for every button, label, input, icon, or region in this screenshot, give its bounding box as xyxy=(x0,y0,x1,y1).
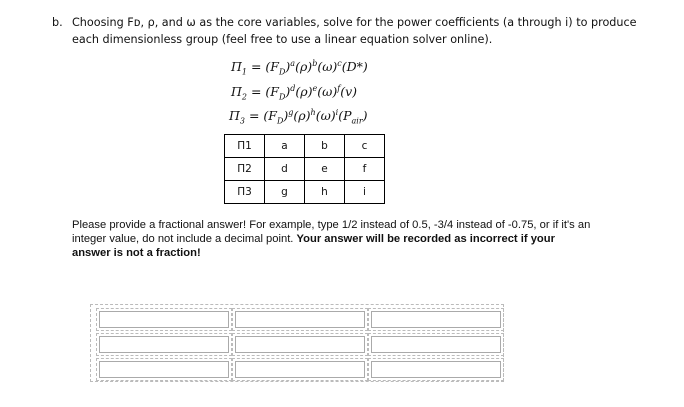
question-label: b. xyxy=(52,16,63,29)
table-cell: b xyxy=(305,135,345,158)
answer-cell xyxy=(368,333,504,356)
equation-pi1: $\Pi_1 = (F_D)^a(\rho)^b(\omega)^c(D*)$ xyxy=(231,59,368,77)
answer-cell xyxy=(368,308,504,331)
table-cell: c xyxy=(345,135,385,158)
answer-cell xyxy=(96,358,232,381)
instructions xyxy=(72,218,592,260)
answer-input-r2c3[interactable] xyxy=(371,336,501,353)
answer-input-r1c1[interactable] xyxy=(99,311,229,328)
answer-cell xyxy=(232,308,368,331)
question-text: Choosing Fᴅ, ρ, and ω as the core variables, solve for the power coefficients (a through i) to produce each dimensionless group (feel free to use a linear equation solver online). xyxy=(72,16,637,46)
answer-input-r2c1[interactable] xyxy=(99,336,229,353)
table-row xyxy=(225,135,385,158)
answer-cell xyxy=(232,333,368,356)
table-cell: d xyxy=(265,158,305,181)
answer-cell xyxy=(232,358,368,381)
answer-input-r3c1[interactable] xyxy=(99,361,229,378)
table-cell: g xyxy=(265,181,305,204)
answer-input-r3c2[interactable] xyxy=(235,361,365,378)
answer-grid xyxy=(90,304,504,382)
table-cell: f xyxy=(345,158,385,181)
table-cell: i xyxy=(345,181,385,204)
instructions-warning: Your answer will be recorded as incorrect if your answer is not a fraction! xyxy=(72,233,555,259)
answer-input-r1c2[interactable] xyxy=(235,311,365,328)
answer-input-r3c3[interactable] xyxy=(371,361,501,378)
table-cell: a xyxy=(265,135,305,158)
answer-cell xyxy=(96,333,232,356)
answer-cell xyxy=(368,358,504,381)
equation-pi3: $\Pi_3 = (F_D)^g(\rho)^h(\omega)^i(P_{air})$ xyxy=(229,108,368,126)
table-cell: Π1 xyxy=(225,135,265,158)
question xyxy=(52,14,652,48)
table-cell: Π2 xyxy=(225,158,265,181)
table-row xyxy=(225,158,385,181)
table-cell: Π3 xyxy=(225,181,265,204)
coefficient-table xyxy=(224,134,385,204)
table-row xyxy=(225,181,385,204)
answer-input-r2c2[interactable] xyxy=(235,336,365,353)
answer-input-r1c3[interactable] xyxy=(371,311,501,328)
equation-pi2: $\Pi_2 = (F_D)^d(\rho)^e(\omega)^f(v)$ xyxy=(231,84,358,102)
instructions-text: Please provide a fractional answer! For example, type 1/2 instead of 0.5, -3/4 instead of -0.75, or if it's an integer value, do not include a decimal point. xyxy=(72,219,591,245)
table-cell: e xyxy=(305,158,345,181)
answer-cell xyxy=(96,308,232,331)
table-cell: h xyxy=(305,181,345,204)
